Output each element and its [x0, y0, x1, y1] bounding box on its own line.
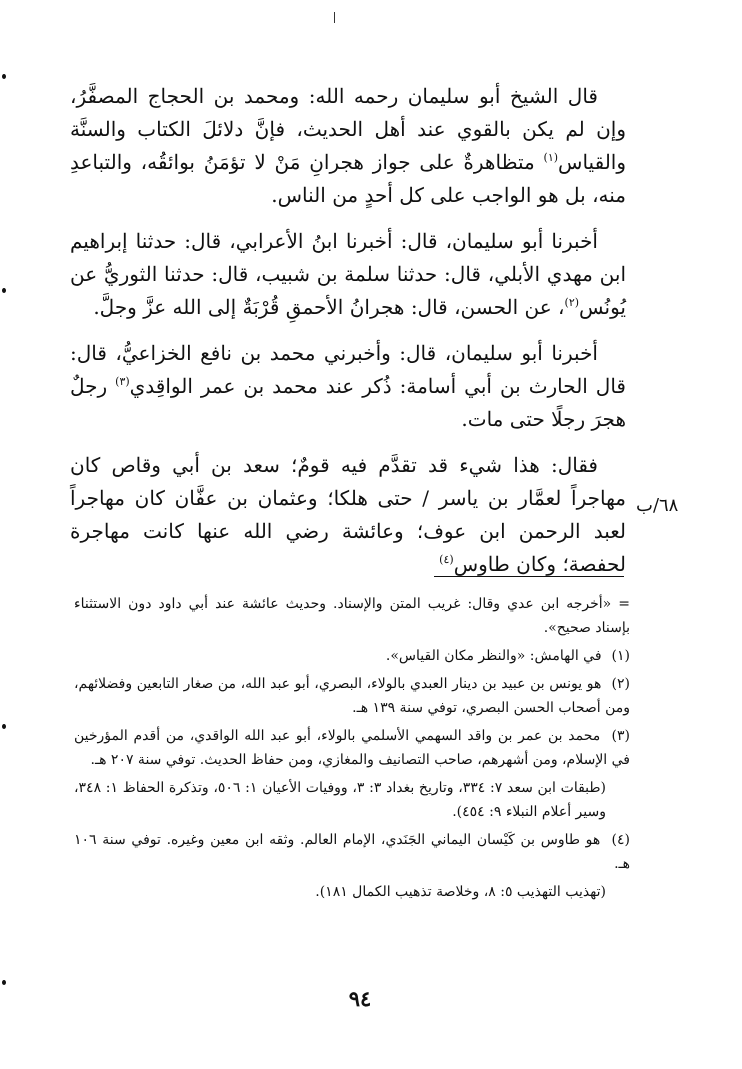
footnote-text: هو طاوس بن كَيْسان اليماني الجَنَدي، الإمام العالم. وثقه ابن معين وغيره. توفي سنة ١٠٦ هـ.: [74, 832, 630, 872]
edge-mark: [2, 288, 6, 293]
footnote-4-references: (تهذيب التهذيب ٥: ٨، وخلاصة تذهيب الكمال ١٨١).: [315, 884, 606, 900]
footnote-text: في الهامش: «والنظر مكان القياس».: [385, 648, 602, 664]
paragraph-3-text: أخبرنا أبو سليمان، قال: وأخبرني محمد بن نافع الخزاعيُّ، قال: قال الحارث بن أبي أسامة: ذُكر عند محمد بن عمر الواقِدي: [70, 341, 626, 398]
footnote-1: [74, 644, 630, 668]
footnote-ref-1: (١): [543, 151, 559, 164]
footnote-ref-2: (٢): [564, 296, 580, 309]
footnotes: [74, 592, 630, 908]
manuscript-folio-marker: ٦٨/ب: [636, 495, 679, 516]
top-tick-mark: [334, 12, 335, 23]
footnote-text: محمد بن عمر بن واقد السهمي الأسلمي بالولاء، أبو عبد الله الواقدي، من أقدم المؤرخين في الإسلام، ومن أشهرهم، صاحب التصانيف والمغازي، ومن حفاظ الحديث. توفي سنة ٢٠٧ هـ.: [74, 728, 630, 768]
footnote-3: [74, 724, 630, 772]
footnote-label: (٤): [611, 832, 631, 848]
footnote-divider: [434, 576, 624, 577]
footnote-continuation-text: = «أخرجه ابن عدي وقال: غريب المتن والإسناد. وحديث عائشة عند أبي داود دون الاستثناء بإسناد صحيح».: [74, 596, 630, 636]
footnote-2: [74, 672, 630, 720]
footnote-label: (٣): [611, 728, 630, 744]
edge-mark: [2, 980, 6, 985]
main-text: [70, 80, 626, 594]
edge-mark: [2, 724, 6, 729]
footnote-label: (١): [611, 648, 630, 664]
edge-mark: [2, 74, 6, 79]
paragraph-3-text-end: رجلٌ هجرَ رجلًا حتى مات.: [70, 374, 626, 431]
paragraph-2-text: أخبرنا أبو سليمان، قال: أخبرنا ابنُ الأعرابي، قال: حدثنا إبراهيم ابن مهدي الأبلي، قال: حدثنا سلمة بن شبيب، قال: حدثنا الثوريُّ عن يُونُس: [70, 229, 626, 319]
footnote-continuation: [74, 592, 630, 640]
paragraph-4-text: فقال: هذا شيء قد تقدَّم فيه قومٌ؛ سعد بن أبي وقاص كان مهاجراً لعمَّار بن ياسر / حتى هلكا؛ وعثمان بن عفَّان كان مهاجراً لعبد الرحمن ابن عوف؛ وعائشة رضي الله عنها كانت مهاجرة لحفصة؛ وكان طاوس: [70, 453, 626, 576]
footnote-ref-3: (٣): [115, 375, 130, 388]
paragraph-4: [70, 449, 626, 581]
paragraph-3: [70, 337, 626, 436]
paragraph-2-text-end: ، عن الحسن، قال: هجرانُ الأحمقِ قُرْبَةٌ إلى الله عزَّ وجلَّ.: [93, 295, 565, 319]
paragraph-1-text: قال الشيخ أبو سليمان رحمه الله: ومحمد بن الحجاج المصفَّرُ، وإن لم يكن بالقوي عند أهل الحديث، فإنَّ دلائلَ الكتاب والسنَّة والقياس: [70, 84, 626, 174]
paragraph-1-text-end: متظاهرةٌ على جواز هجرانِ مَنْ لا تؤمَنُ بوائقُه، والتباعدِ منه، بل هو الواجب على كل أحدٍ من الناس.: [70, 150, 626, 207]
footnote-text: هو يونس بن عبيد بن دينار العبدي بالولاء، البصري، أبو عبد الله، من صغار التابعين وفضلائهم، ومن أصحاب الحسن البصري، توفي سنة ١٣٩ هـ.: [74, 676, 630, 716]
footnote-ref-4: (٤): [439, 553, 454, 566]
footnote-3-references: (طبقات ابن سعد ٧: ٣٣٤، وتاريخ بغداد ٣: ٣، ووفيات الأعيان ١: ٥٠٦، وتذكرة الحفاظ ١: ٣٤٨، وسير أعلام النبلاء ٩: ٤٥٤).: [74, 780, 606, 820]
page-number: ٩٤: [348, 986, 372, 1011]
paragraph-1: [70, 80, 626, 212]
footnote-label: (٢): [611, 676, 631, 692]
footnote-4: [74, 828, 630, 876]
paragraph-2: [70, 225, 626, 324]
